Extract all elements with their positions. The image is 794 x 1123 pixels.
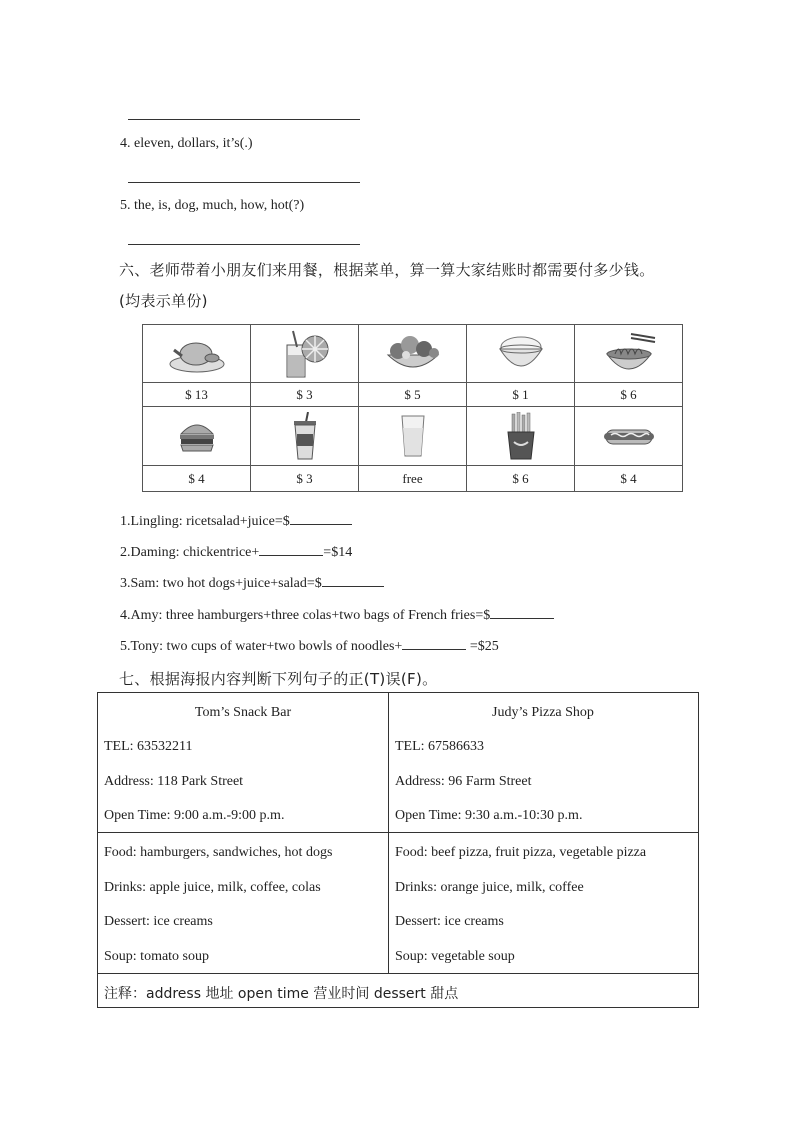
judys-tel: TEL: 67586633 <box>395 739 485 754</box>
menu-image-cell <box>466 406 575 466</box>
menu-price-cell: free <box>358 465 467 492</box>
row-divider <box>98 832 698 833</box>
menu-price-cell: $ 4 <box>574 465 683 492</box>
noodle-bowl-icon <box>601 330 657 378</box>
menu-image-cell <box>250 406 359 466</box>
menu-image-cell <box>574 406 683 466</box>
bill-question-suffix: =$14 <box>323 545 353 560</box>
answer-line-5[interactable] <box>128 244 360 245</box>
menu-price-cell: $ 1 <box>466 382 575 407</box>
cola-cup-icon <box>290 412 320 460</box>
toms-food: Food: hamburgers, sandwiches, hot dogs <box>104 845 333 860</box>
menu-image-cell <box>466 324 575 383</box>
menu-price-cell: $ 13 <box>142 382 251 407</box>
ordering-question-5: 5. the, is, dog, much, how, hot(?) <box>120 198 305 213</box>
bill-question-text: 4.Amy: three hamburgers+three colas+two bags of French fries=$ <box>120 608 491 623</box>
bill-question-4 <box>120 604 554 624</box>
french-fries-icon <box>504 412 538 460</box>
judys-open-time: Open Time: 9:30 a.m.-10:30 p.m. <box>395 808 583 823</box>
bill-question-text: 1.Lingling: ricetsalad+juice=$ <box>120 514 290 529</box>
menu-image-cell <box>142 324 251 383</box>
section-6-title: 六、老师带着小朋友们来用餐，根据菜单，算一算大家结账时都需要付多少钱。 <box>119 261 655 279</box>
answer-blank[interactable] <box>490 604 554 619</box>
salad-bowl-icon <box>382 333 444 375</box>
judys-dessert: Dessert: ice creams <box>395 914 504 929</box>
judys-soup: Soup: vegetable soup <box>395 949 515 964</box>
toms-shop-name: Tom’s Snack Bar <box>194 705 292 720</box>
judys-address: Address: 96 Farm Street <box>395 774 532 789</box>
roast-chicken-icon <box>168 334 226 374</box>
menu-image-cell <box>250 324 359 383</box>
toms-dessert: Dessert: ice creams <box>104 914 213 929</box>
juice-glass-icon <box>279 329 331 379</box>
hamburger-icon <box>177 418 217 454</box>
row-divider <box>98 973 698 974</box>
toms-open-time: Open Time: 9:00 a.m.-9:00 p.m. <box>104 808 285 823</box>
menu-price-cell: $ 3 <box>250 382 359 407</box>
menu-price-cell: $ 6 <box>574 382 683 407</box>
bill-question-text: 2.Daming: chickentrice+ <box>120 545 260 560</box>
answer-line-3[interactable] <box>128 119 360 120</box>
toms-drinks: Drinks: apple juice, milk, coffee, colas <box>104 880 321 895</box>
judys-food: Food: beef pizza, fruit pizza, vegetable pizza <box>395 845 647 860</box>
bill-question-text: 5.Tony: two cups of water+two bowls of noodles+ <box>120 639 403 654</box>
menu-image-cell <box>358 324 467 383</box>
vocabulary-note: 注释：address 地址 open time 营业时间 dessert 甜点 <box>104 986 459 1002</box>
menu-image-cell <box>142 406 251 466</box>
poster-table <box>97 692 699 1008</box>
toms-address: Address: 118 Park Street <box>104 774 244 789</box>
bill-question-5 <box>120 635 499 655</box>
column-divider <box>388 693 389 973</box>
rice-bowl-icon <box>495 333 547 375</box>
menu-table <box>142 324 683 492</box>
ordering-question-4: 4. eleven, dollars, it’s(.) <box>120 136 253 151</box>
hot-dog-icon <box>603 423 655 449</box>
section-7-title: 七、根据海报内容判断下列句子的正(T)误(F)。 <box>119 670 438 688</box>
answer-blank[interactable] <box>290 510 352 525</box>
answer-line-4[interactable] <box>128 182 360 183</box>
bill-question-text: 3.Sam: two hot dogs+juice+salad=$ <box>120 576 322 591</box>
bill-question-2 <box>120 541 352 561</box>
answer-blank[interactable] <box>402 635 466 650</box>
answer-blank[interactable] <box>322 572 384 587</box>
toms-soup: Soup: tomato soup <box>104 949 210 964</box>
toms-tel: TEL: 63532211 <box>104 739 193 754</box>
bill-question-1 <box>120 510 352 530</box>
menu-price-cell: $ 5 <box>358 382 467 407</box>
judys-drinks: Drinks: orange juice, milk, coffee <box>395 880 584 895</box>
water-glass-icon <box>399 414 427 458</box>
menu-price-cell: $ 4 <box>142 465 251 492</box>
answer-blank[interactable] <box>259 541 323 556</box>
bill-question-suffix: =$25 <box>466 639 499 654</box>
menu-price-cell: $ 3 <box>250 465 359 492</box>
menu-image-cell <box>358 406 467 466</box>
menu-price-cell: $ 6 <box>466 465 575 492</box>
section-6-subtitle: (均表示单份) <box>119 292 208 310</box>
judys-shop-name: Judy’s Pizza Shop <box>492 705 594 720</box>
menu-image-cell <box>574 324 683 383</box>
bill-question-3 <box>120 572 384 592</box>
